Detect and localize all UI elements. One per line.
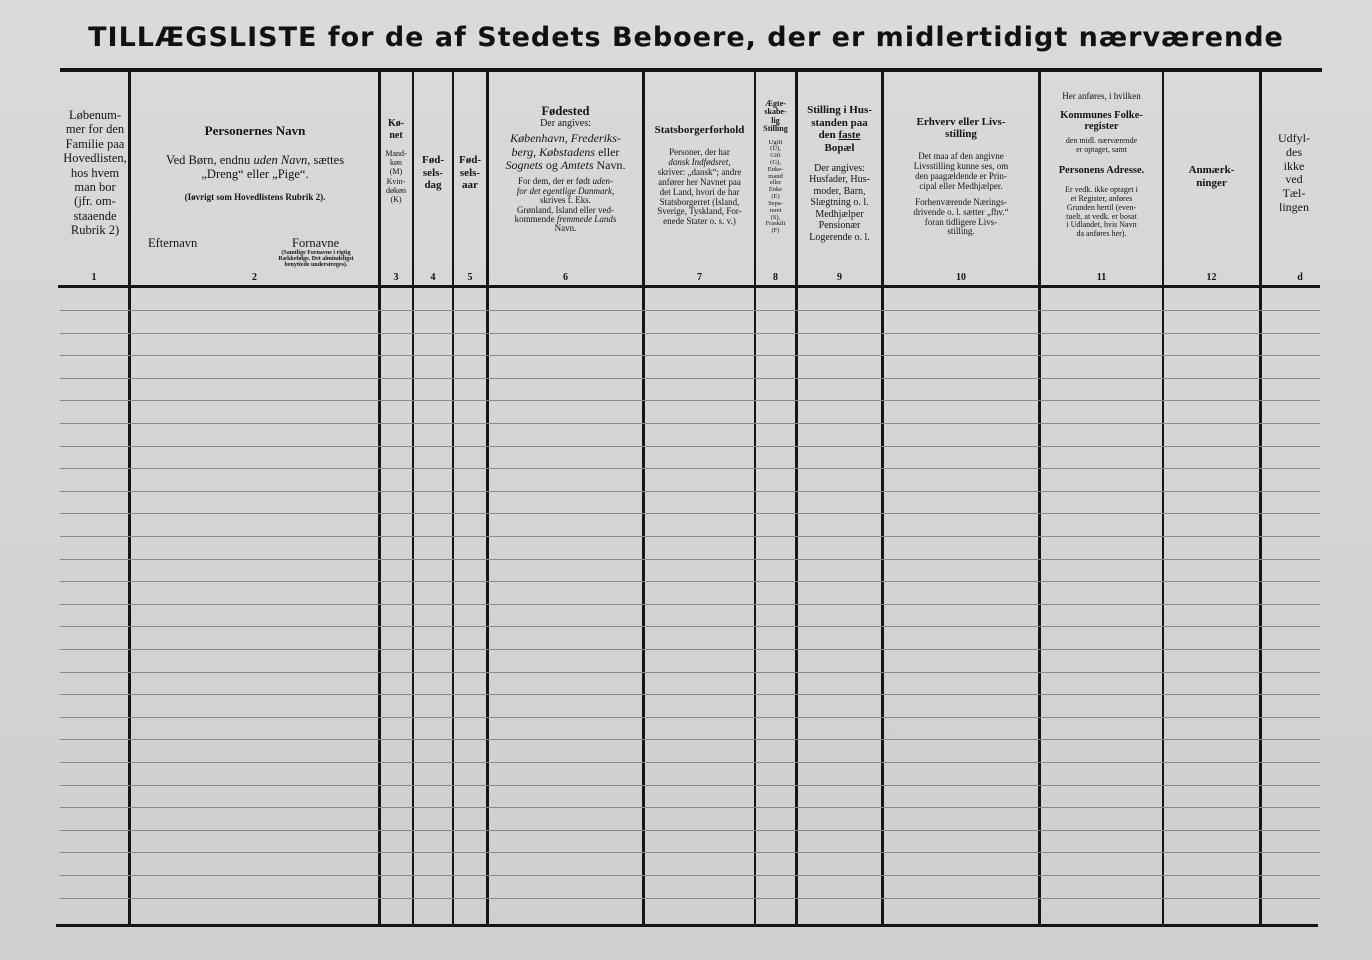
col11-number: 11	[1096, 272, 1107, 283]
col5-header: Fød- sels- aar	[459, 154, 481, 192]
col3-number: 3	[393, 272, 399, 283]
row-line	[60, 423, 1320, 424]
row-line	[60, 310, 1320, 311]
col3-header: Kø- net Mand- køn (M) Kvin- døkøn (K)	[385, 118, 407, 204]
col1-number: 1	[91, 272, 97, 283]
row-line	[60, 898, 1320, 899]
row-line	[60, 446, 1320, 447]
col8-header: Ægte- skabe- lig Stilling Ugift (U), Gift (G), Enke- mand eller Enke (E) Sepa- reret (S), Fraskilt (F)	[763, 99, 788, 235]
row-line	[60, 717, 1320, 718]
row-line	[60, 785, 1320, 786]
row-line	[60, 649, 1320, 650]
row-line	[60, 739, 1320, 740]
row-line	[60, 491, 1320, 492]
col6-number: 6	[563, 272, 568, 283]
row-line	[60, 875, 1320, 876]
col9-number: 9	[837, 272, 842, 283]
row-line	[60, 513, 1320, 514]
cold-number: d	[1297, 272, 1303, 283]
col4-header: Fød- sels- dag	[422, 154, 444, 192]
col7-number: 7	[697, 272, 702, 283]
row-line	[60, 333, 1320, 334]
row-line	[60, 559, 1320, 560]
cold-header: Udfyl- des ikke ved Tæl- lingen	[1278, 131, 1310, 214]
row-line	[60, 604, 1320, 605]
row-line	[60, 694, 1320, 695]
col6-header: Fødested Der angives: København, Frederiks- berg, Købstadens eller Sognets og Amtets Navn. For dem, der er født uden- for det egentlige Danmark, skrives f. Eks. Grønland, Island eller ved- kommende fremmede Lands Navn.	[505, 104, 626, 234]
efternavn-label: Efternavn	[148, 236, 198, 250]
row-line	[60, 852, 1320, 853]
row-line	[60, 672, 1320, 673]
col1-header: Løbenum- mer for den Familie paa Hovedlisten, hos hvem man bor (jfr. om- staaende Rubrik 2)	[63, 108, 127, 237]
column-divider	[412, 72, 414, 924]
col4-number: 4	[430, 272, 436, 283]
col2-header: Personernes Navn Ved Børn, endnu uden Navn, sættes „Dreng“ eller „Pige“. (Iøvrigt som Hovedlistens Rubrik 2).	[165, 123, 345, 202]
row-line	[60, 378, 1320, 379]
col7-header: Statsborgerforhold Personer, der har dansk Indfødsret, skriver: „dansk“; andre anfører her Navnet paa det Land, hvori de har Statsborgerret (Island, Sverige, Tyskland, For- enede Stater o. s. v.)	[654, 124, 745, 227]
col8-number: 8	[773, 272, 778, 283]
row-line	[60, 400, 1320, 401]
row-line	[60, 355, 1320, 356]
bottom-rule	[56, 924, 1318, 927]
col5-number: 5	[467, 272, 473, 283]
col11-header: Her anføres, i hvilken Kommunes Folke- register den midl. nærværende er optaget, samt Personens Adresse. Er vedk. ikke optaget i et Register, anføres Grunden hertil (even- tuelt, at vedk. er bosat i Udlandet, hvis Navn da anføres her).	[1058, 91, 1145, 239]
row-line	[60, 830, 1320, 831]
col12-header: Anmærk- ninger	[1188, 164, 1235, 189]
top-rule	[60, 68, 1322, 72]
row-line	[60, 581, 1320, 582]
col2-number: 2	[252, 272, 257, 283]
page-title: TILLÆGSLISTE for de af Stedets Beboere, der er midlertidigt nærværende	[88, 22, 1284, 53]
row-line	[60, 468, 1320, 469]
fornavne-label: Fornavne	[292, 236, 340, 250]
row-line	[60, 762, 1320, 763]
header-bottom-rule	[58, 285, 1320, 288]
col9-header: Stilling i Hus- standen paa den faste Bopæl Der angives: Husfader, Hus- moder, Barn, Slægtning o. l. Medhjælper Pensionær Logerende o. l.	[807, 104, 872, 243]
fornavne-note: (Samtlige Fornavne i rigtig Rækkefølge. Det almindeligst benyttede understreges).	[278, 250, 354, 268]
col10-number: 10	[956, 272, 966, 283]
row-line	[60, 536, 1320, 537]
col12-number: 12	[1206, 272, 1217, 283]
column-divider	[1162, 72, 1164, 924]
row-line	[60, 626, 1320, 627]
column-divider	[452, 72, 454, 924]
row-line	[60, 807, 1320, 808]
col10-header: Erhverv eller Livs- stilling Det maa af den angivne Livsstilling kunne ses, om den paagældende er Prin- cipal eller Medhjælper. Forhenværende Nærings- drivende o. l. sætter „fhv.“ foran tidligere Livs- stilling.	[913, 116, 1009, 237]
